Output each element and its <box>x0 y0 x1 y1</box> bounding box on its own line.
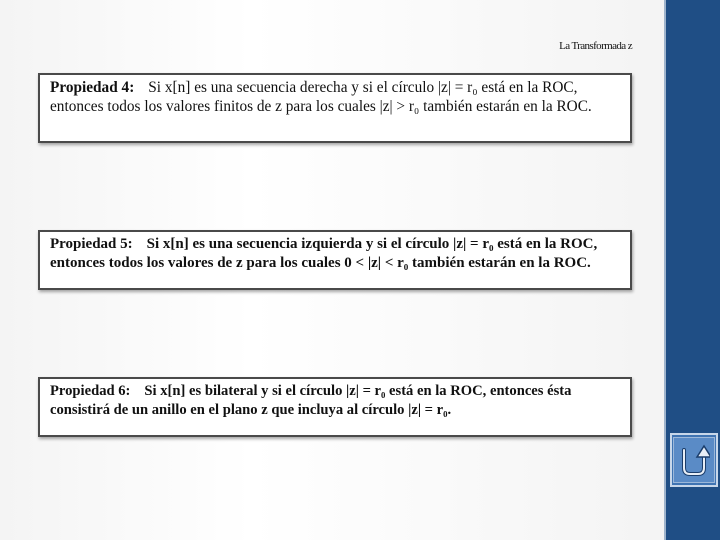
slide-title: La Transformada z <box>559 40 632 52</box>
property-5-box <box>38 230 632 290</box>
return-arrow-icon <box>678 442 710 478</box>
property-6-box <box>38 377 632 437</box>
property-4-text: Si x[n] es una secuencia derecha y si el círculo |z| = r₀ está en la ROC, entonces todos los valores finitos de z para los cuales |z| > r₀ también estarán en la ROC. <box>50 79 592 115</box>
back-button[interactable] <box>670 433 718 487</box>
property-5-label: Propiedad 5: <box>50 236 133 252</box>
property-4-box <box>38 73 632 143</box>
back-button-face[interactable] <box>673 437 715 483</box>
property-6-label: Propiedad 6: <box>50 383 131 399</box>
property-5-text: Si x[n] es una secuencia izquierda y si el círculo |z| = r₀ está en la ROC, entonces todos los valores de z para los cuales 0 < |z| < r₀ también estarán en la ROC. <box>50 236 598 271</box>
property-6-text: Si x[n] es bilateral y si el círculo |z| = r₀ está en la ROC, entonces ésta consistirá de un anillo en el plano z que incluya al círculo |z| = r₀. <box>50 383 572 418</box>
property-4-label: Propiedad 4: <box>50 79 135 96</box>
